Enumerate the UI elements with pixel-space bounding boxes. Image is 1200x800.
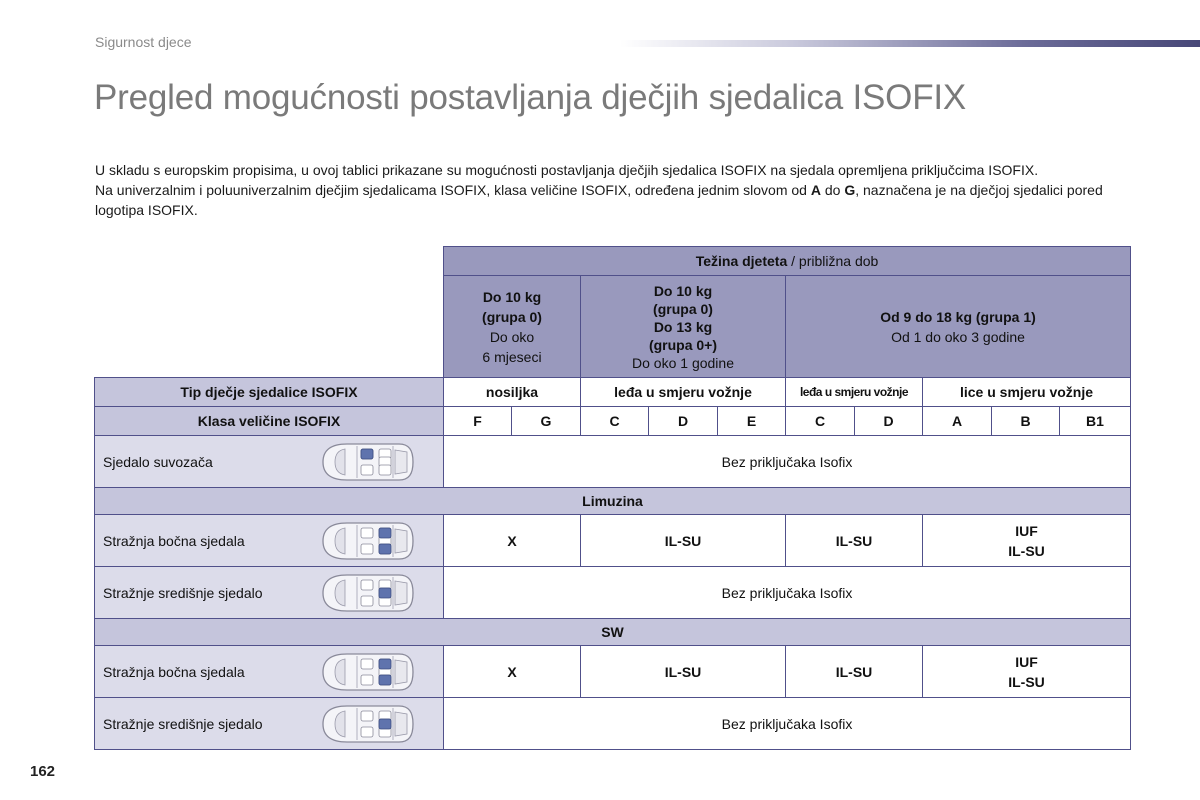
isofix-table: [94, 246, 1131, 750]
group-header-0: [444, 276, 581, 378]
group1-line1: Do 10 kg: [653, 282, 713, 299]
value-cell: IL-SU: [786, 515, 923, 567]
value-line: IUF: [1015, 522, 1038, 539]
group0-line1: Do 10 kg: [482, 288, 542, 305]
blank-corner-2: [95, 276, 444, 378]
class-cell: C: [786, 407, 855, 436]
group0-line2: (grupa 0): [482, 308, 542, 325]
seat-name: Stražnja bočna sjedala: [103, 663, 245, 680]
value-cell: IL-SU: [581, 646, 786, 698]
value-cell: IL-SU: [786, 646, 923, 698]
class-label: Klasa veličine ISOFIX: [95, 407, 444, 436]
group1-line4: (grupa 0+): [648, 336, 718, 353]
seat-cell-passenger: [95, 436, 444, 488]
sw-center-value: Bez priključaka Isofix: [444, 698, 1131, 750]
value-cell: [923, 515, 1131, 567]
car-seat-diagram-icon: [317, 571, 417, 615]
class-cell: B: [992, 407, 1060, 436]
type-label: Tip dječje sjedalice ISOFIX: [95, 378, 444, 407]
group0-line3: Do oko: [489, 328, 535, 345]
weight-header-rest: / približna dob: [787, 253, 879, 269]
group2-line2: Od 1 do oko 3 godine: [891, 328, 1025, 345]
passenger-value: Bez priključaka Isofix: [444, 436, 1131, 488]
type-cell: nosiljka: [444, 378, 581, 407]
seat-name: Sjedalo suvozača: [103, 453, 213, 470]
intro-p2-letter-g: G: [844, 182, 856, 198]
weight-header-bold: Težina djeteta: [695, 253, 788, 269]
value-line: IUF: [1015, 653, 1038, 670]
seat-cell-sw-rear-center: [95, 698, 444, 750]
type-cell: leđa u smjeru vožnje: [581, 378, 786, 407]
class-cell: D: [855, 407, 923, 436]
group-header-2: [786, 276, 1131, 378]
blank-corner: [95, 247, 444, 276]
seat-name: Stražnje središnje sjedalo: [103, 584, 263, 601]
sedan-center-value: Bez priključaka Isofix: [444, 567, 1131, 619]
intro-text: [95, 160, 1135, 220]
seat-cell-sedan-rear-center: [95, 567, 444, 619]
value-line: IL-SU: [1008, 673, 1045, 690]
class-cell: G: [512, 407, 581, 436]
seat-cell-sw-rear-side: [95, 646, 444, 698]
intro-p2-mid: do: [820, 182, 845, 198]
group2-line1: Od 9 do 18 kg (grupa 1): [880, 308, 1036, 325]
class-cell: D: [649, 407, 718, 436]
type-cell: lice u smjeru vožnje: [923, 378, 1131, 407]
section-sedan: Limuzina: [95, 488, 1131, 515]
value-cell: X: [444, 646, 581, 698]
value-cell: IL-SU: [581, 515, 786, 567]
value-cell: X: [444, 515, 581, 567]
type-cell: leđa u smjeru vožnje: [786, 378, 923, 407]
intro-p2-letter-a: A: [810, 182, 821, 198]
group1-line2: (grupa 0): [653, 300, 713, 317]
seat-cell-sedan-rear-side: [95, 515, 444, 567]
seat-name: Stražnje središnje sjedalo: [103, 715, 263, 732]
class-cell: A: [923, 407, 992, 436]
car-seat-diagram-icon: [317, 702, 417, 746]
car-seat-diagram-icon: [317, 440, 417, 484]
weight-header: [444, 247, 1131, 276]
section-sw: SW: [95, 619, 1131, 646]
page-title: Pregled mogućnosti postavljanja dječjih sjedalica ISOFIX: [94, 78, 967, 117]
group-header-1: [581, 276, 786, 378]
class-cell: E: [718, 407, 786, 436]
car-seat-diagram-icon: [317, 519, 417, 563]
group1-line5: Do oko 1 godine: [632, 354, 734, 371]
intro-paragraph-2: [95, 180, 1135, 220]
value-line: IL-SU: [1008, 542, 1045, 559]
section-label: Sigurnost djece: [95, 34, 192, 50]
class-cell: C: [581, 407, 649, 436]
class-cell: F: [444, 407, 512, 436]
seat-name: Stražnja bočna sjedala: [103, 532, 245, 549]
intro-p2-before: Na univerzalnim i poluuniverzalnim dječjim sjedalicama ISOFIX, klasa veličine ISOFIX, određena jednim slovom od: [95, 182, 811, 198]
page-number: 162: [30, 763, 56, 780]
car-seat-diagram-icon: [317, 650, 417, 694]
intro-p2-after: , naznačena je na dječjoj sjedalici pored logotipa ISOFIX.: [95, 182, 1103, 218]
class-cell: B1: [1060, 407, 1131, 436]
header-gradient-bar: [620, 40, 1200, 47]
group0-line4: 6 mjeseci: [482, 348, 542, 365]
value-cell: [923, 646, 1131, 698]
intro-paragraph-1: U skladu s europskim propisima, u ovoj tablici prikazane su mogućnosti postavljanja dječjih sjedalica ISOFIX na sjedala opremljena priključcima ISOFIX.: [95, 162, 1039, 178]
group1-line3: Do 13 kg: [653, 318, 713, 335]
